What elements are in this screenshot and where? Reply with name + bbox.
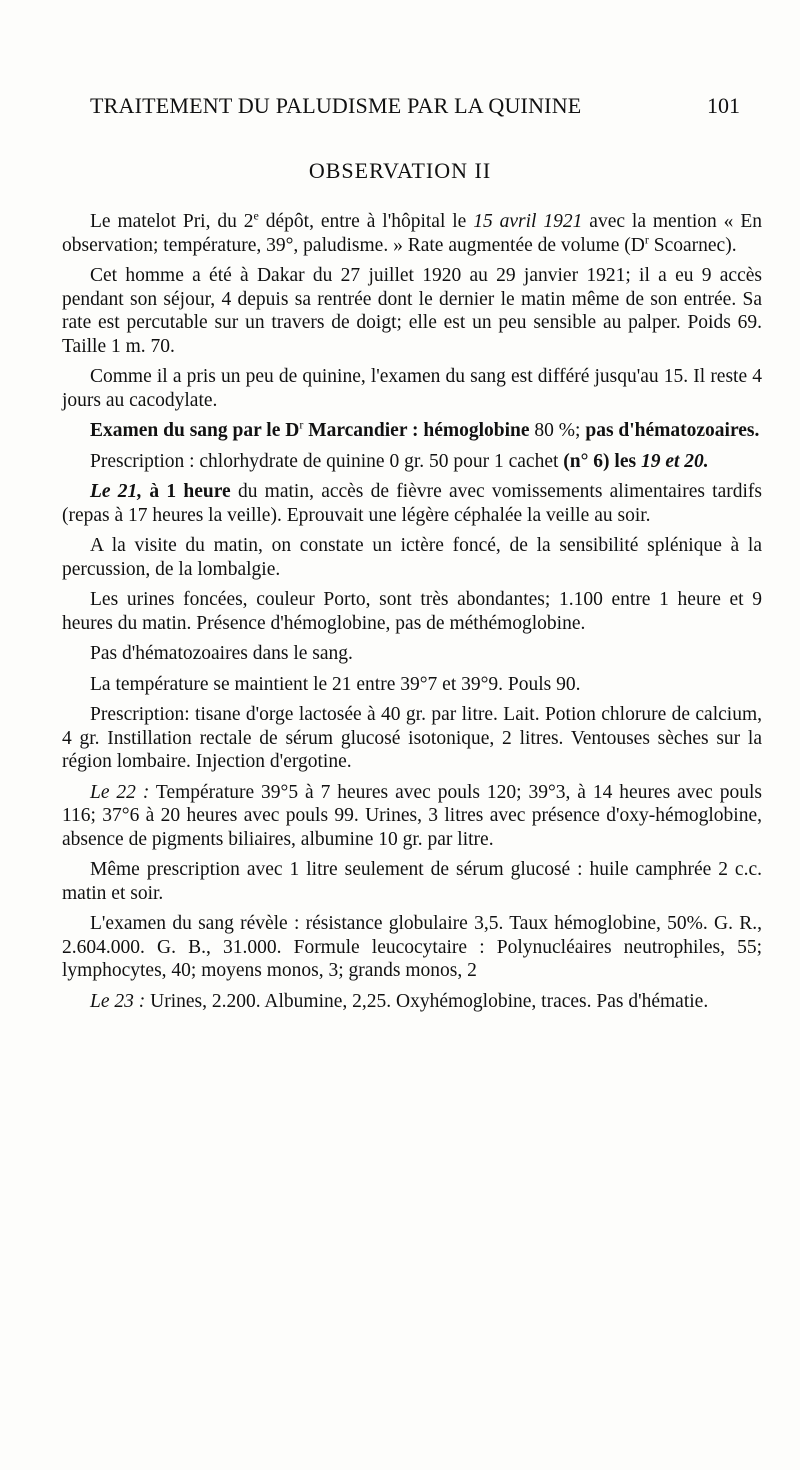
text-run: 19 et 20. <box>640 450 709 472</box>
paragraph <box>62 264 762 358</box>
paragraph <box>62 210 762 257</box>
text-run: Le 23 : <box>90 990 146 1012</box>
text-run: Prescription: tisane d'orge lactosée à 40 gr. par litre. Lait. Potion chlorure de calcium, 4 gr. Instillation rectale de sérum glucosé isotonique, 2 litres. Ventouses sèches sur la région lombaire. Injection d'ergotine. <box>62 704 762 772</box>
paragraph <box>62 480 762 527</box>
text-run: Prescription : chlorhydrate de quinine 0 gr. 50 pour 1 cachet <box>90 450 564 472</box>
paragraph <box>62 588 762 635</box>
text-run: (n° 6) les <box>563 450 641 472</box>
text-run: pas d'hématozoaires. <box>585 420 760 441</box>
text-run: Comme il a pris un peu de quinine, l'examen du sang est différé jusqu'au 15. Il reste 4 jours au cacodylate. <box>62 366 762 411</box>
text-run: du matin, accès de fièvre avec vomissements alimentaires tardifs (repas à 17 heures la veille). Eprouvait une légère céphalée la veille au soir. <box>62 481 762 526</box>
superscript-text: r <box>299 417 304 432</box>
superscript-text: r <box>644 232 649 246</box>
paragraph <box>62 912 762 983</box>
text-run: Pas d'hématozoaires dans le sang. <box>90 643 353 664</box>
text-run: L'examen du sang révèle : résistance globulaire 3,5. Taux hémoglobine, 50%. G. R., 2.604.000. G. B., 31.000. Formule leucocytaire : Polynucléaires neutrophiles, 55; lymphocytes, 40; moyens monos, 3; grands monos, 2 <box>62 913 762 981</box>
text-run: dépôt, entre à l'hôpital le <box>258 211 474 232</box>
text-run: 15 avril 1921 <box>473 211 583 232</box>
body-text <box>62 210 762 1020</box>
text-run: avec la mention « En observation; température, 39°, paludisme. » Rate augmentée de volume (D <box>62 211 762 256</box>
text-run: Le 22 : <box>90 781 150 803</box>
paragraph <box>62 703 762 774</box>
paragraph <box>62 990 762 1014</box>
text-run: Scoarnec). <box>648 234 737 256</box>
paragraph <box>62 450 762 474</box>
text-run: La température se maintient le 21 entre 39°7 et 39°9. Pouls 90. <box>90 673 581 695</box>
text-run: à 1 heure <box>142 481 231 502</box>
text-run: Cet homme a été à Dakar du 27 juillet 1920 au 29 janvier 1921; il a eu 9 accès pendant son séjour, 4 depuis sa rentrée dont le dernier le matin même de son entrée. Sa rate est percutable sur un travers de doigt; elle est un peu sensible au palper. Poids 69. Taille 1 m. 70. <box>62 265 762 357</box>
text-run: Les urines foncées, couleur Porto, sont très abondantes; 1.100 entre 1 heure et 9 heures du matin. Présence d'hémoglobine, pas de méthémoglobine. <box>62 589 762 634</box>
text-run: Examen du sang par le D <box>90 420 300 441</box>
paragraph <box>62 781 762 852</box>
text-run: Température 39°5 à 7 heures avec pouls 120; 39°3, à 14 heures avec pouls 116; 37°6 à 20 heures avec pouls 99. Urines, 3 litres avec présence d'oxy-hémoglobine, absence de pigments biliaires, albumine 10 gr. par litre. <box>62 781 762 850</box>
text-run: A la visite du matin, on constate un ictère foncé, de la sensibilité splénique à la percussion, de la lombalgie. <box>62 535 762 580</box>
running-title: TRAITEMENT DU PALUDISME PAR LA QUININE <box>90 93 582 118</box>
text-run: Marcandier : hémoglobine <box>303 420 530 441</box>
text-run: 80 %; <box>529 420 586 441</box>
text-run: Le matelot Pri, du 2 <box>90 211 254 232</box>
paragraph <box>62 673 762 697</box>
paragraph <box>62 534 762 581</box>
paragraph <box>62 858 762 905</box>
text-run: Urines, 2.200. Albumine, 2,25. Oxyhémoglobine, traces. Pas d'hématie. <box>145 990 709 1012</box>
paragraph <box>62 365 762 412</box>
running-head <box>90 93 740 127</box>
text-run: Même prescription avec 1 litre seulement de sérum glucosé : huile camphrée 2 c.c. matin et soir. <box>62 859 762 904</box>
text-run: Le 21, <box>90 481 143 502</box>
section-title: OBSERVATION II <box>308 158 492 183</box>
paragraph <box>62 419 762 443</box>
superscript-text: e <box>253 208 259 223</box>
page-number: 101 <box>707 93 740 118</box>
paragraph <box>62 642 762 666</box>
